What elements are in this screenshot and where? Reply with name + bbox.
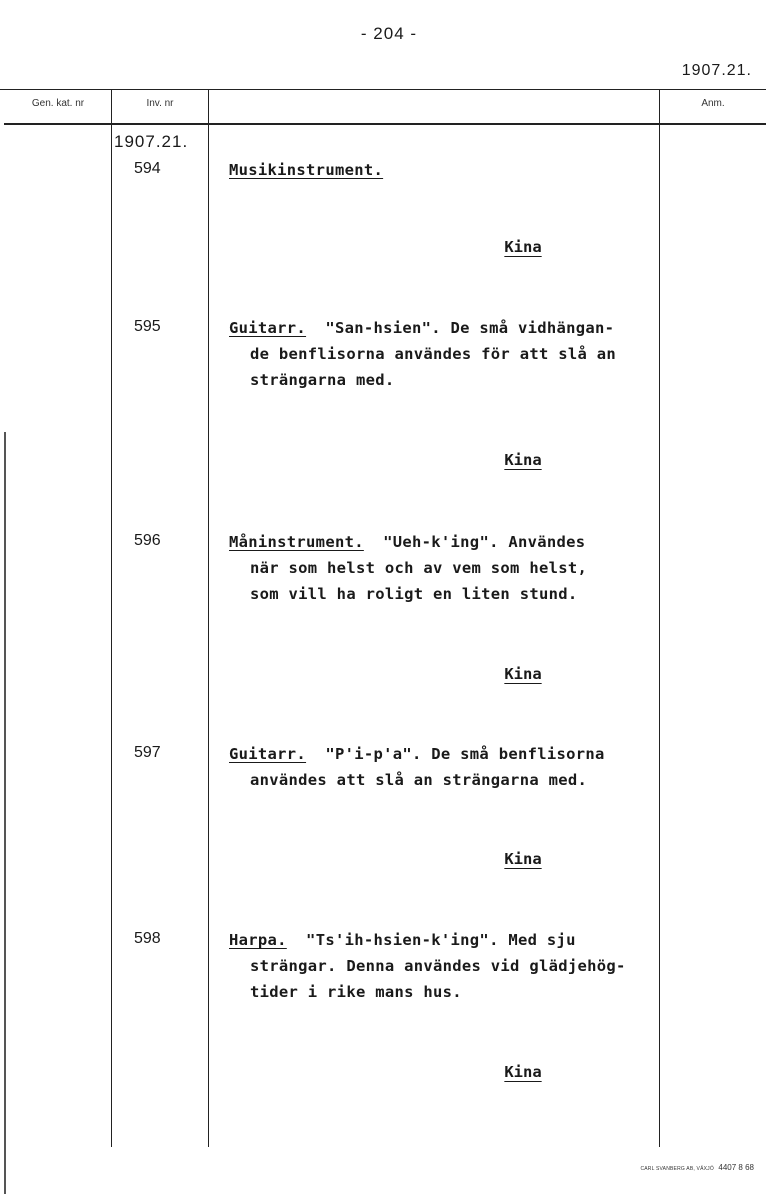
inv-number: 597 — [134, 744, 161, 761]
column-header-inv: Inv. nr — [146, 98, 174, 109]
page-number: - 204 - — [360, 24, 418, 43]
entry-line: "P'i-p'a". De små benflisorna — [306, 745, 605, 763]
entry-description — [229, 529, 657, 607]
entry-headword: Harpa. — [229, 931, 287, 949]
printer-imprint — [640, 1163, 754, 1172]
entry-description — [229, 741, 657, 793]
column-divider-text-anm — [659, 89, 660, 1147]
serial-prefix: 1907.21. — [114, 132, 189, 151]
entry-line: "San-hsien". De små vidhängan- — [306, 319, 615, 337]
entry-line: strängarna med. — [250, 371, 395, 389]
entry-line: när som helst och av vem som helst, — [250, 559, 588, 577]
entry-headword: Guitarr. — [229, 319, 307, 337]
column-divider-gen-inv — [111, 89, 112, 1147]
entry-line: strängar. Denna användes vid glädjehög- — [250, 957, 626, 975]
printer-name: CARL SVANBERG AB, VÄXJÖ — [640, 1166, 714, 1172]
origin-label: Kina — [504, 1063, 542, 1081]
inv-number: 595 — [134, 318, 161, 335]
inv-number: 594 — [134, 160, 161, 177]
entry-line: tider i rike mans hus. — [250, 983, 462, 1001]
entry-description — [229, 927, 657, 1005]
entry-line: användes att slå an strängarna med. — [250, 771, 588, 789]
entry-line: som vill ha roligt en liten stund. — [250, 585, 578, 603]
origin-label: Kina — [504, 451, 542, 469]
catalog-number: 1907.21. — [681, 62, 752, 79]
origin-label: Kina — [504, 238, 542, 256]
entry-headword: Guitarr. — [229, 745, 307, 763]
form-code: 4407 8 68 — [718, 1163, 754, 1172]
entry-description — [229, 315, 657, 393]
entry-headword: Måninstrument. — [229, 533, 364, 551]
origin-label: Kina — [504, 665, 542, 683]
entry-line: "Ts'ih-hsien-k'ing". Med sju — [286, 931, 576, 949]
entry-headword: Musikinstrument. — [229, 161, 384, 179]
header-top-rule — [0, 89, 766, 90]
entry-description — [229, 157, 657, 183]
inv-number: 596 — [134, 532, 161, 549]
header-bottom-rule — [4, 123, 766, 125]
column-divider-inv-text — [208, 89, 209, 1147]
entry-line: de benflisorna användes för att slå an — [250, 345, 617, 363]
origin-label: Kina — [504, 850, 542, 868]
inv-number: 598 — [134, 930, 161, 947]
column-header-anm: Anm. — [701, 98, 725, 109]
entry-line: "Ueh-k'ing". Användes — [363, 533, 586, 551]
column-header-gen-kat: Gen. kat. nr — [31, 98, 85, 109]
left-margin-rule — [4, 432, 6, 1194]
